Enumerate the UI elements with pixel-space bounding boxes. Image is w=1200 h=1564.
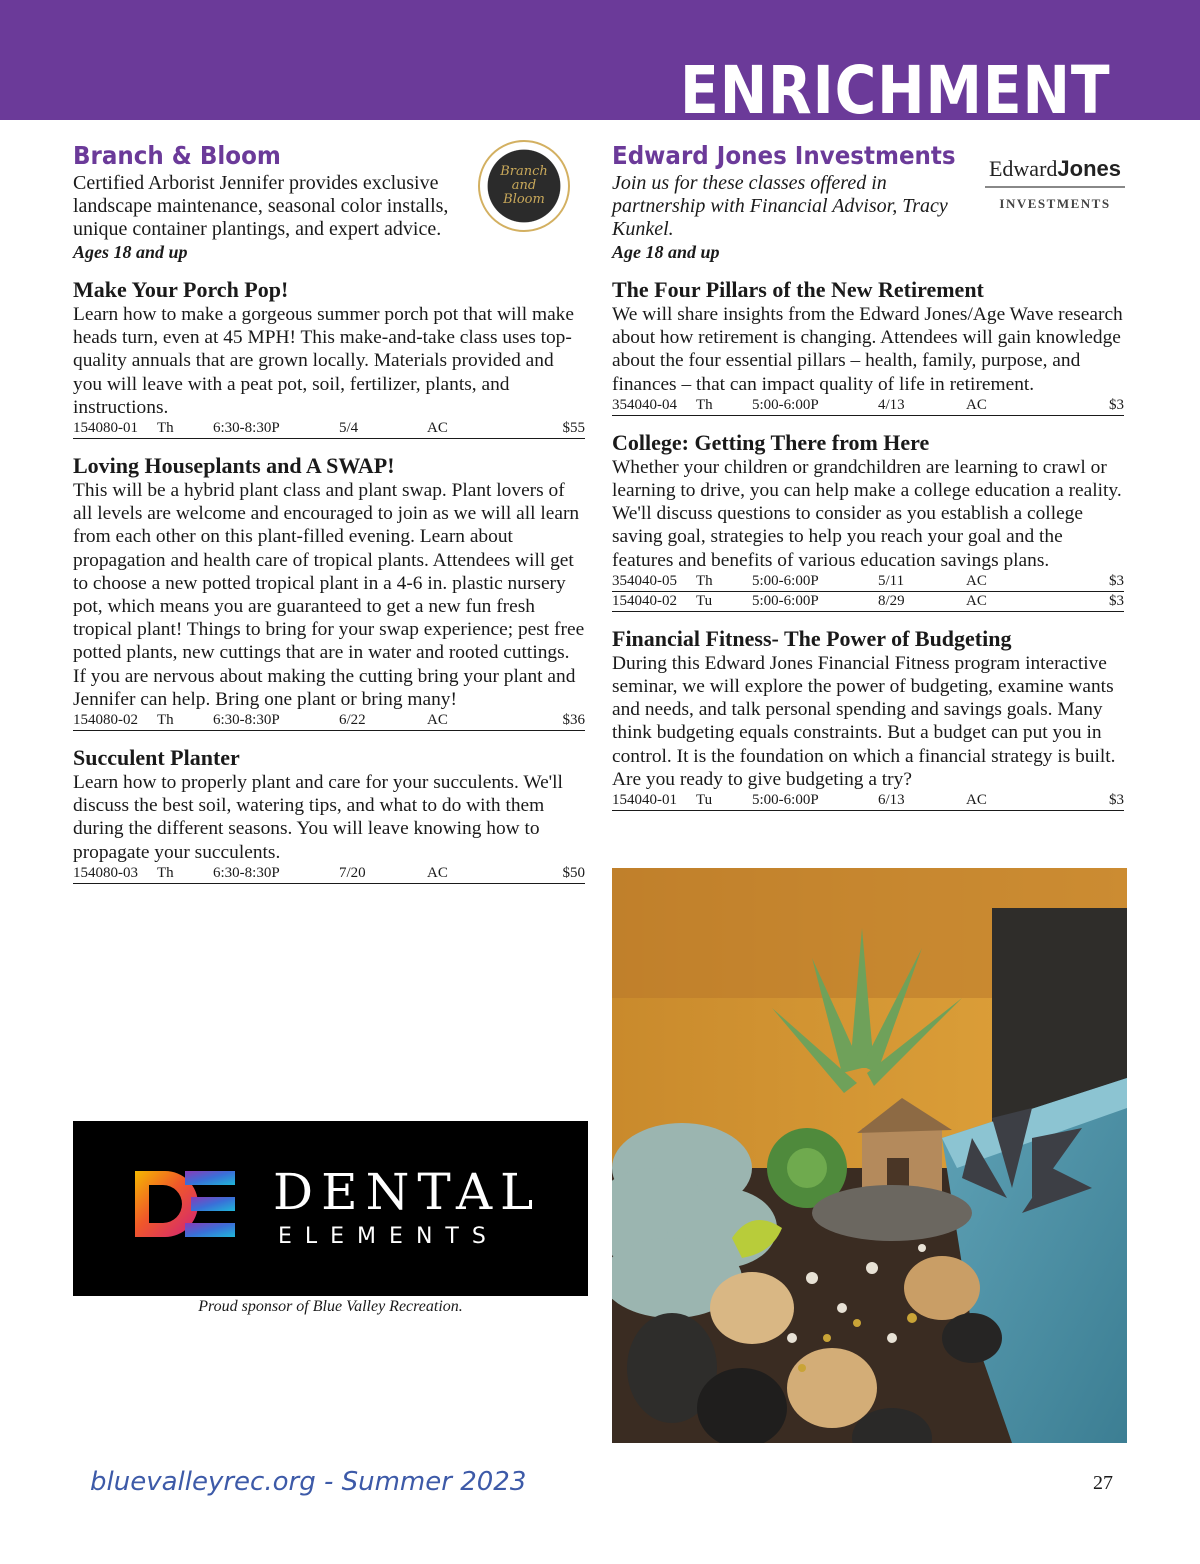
session-row	[612, 791, 1124, 811]
ad-brand-subtitle: ELEMENTS	[278, 1224, 499, 1249]
course-block	[612, 430, 1124, 612]
ad-brand-name: DENTAL	[273, 1163, 542, 1221]
session-code: 354040-04	[612, 396, 677, 413]
session-day: Th	[157, 864, 174, 881]
course-block	[73, 745, 585, 884]
session-fee: $55	[562, 420, 585, 437]
logo-subtitle: INVESTMENTS	[999, 196, 1111, 211]
section-banner	[0, 0, 1200, 129]
org-description: Join us for these classes offered in partnership with Financial Advisor, Tracy Kunkel.	[612, 172, 948, 240]
session-date: 5/4	[339, 420, 359, 437]
course-title: Financial Fitness- The Power of Budgeting	[612, 625, 1012, 651]
course-description: Learn how to make a gorgeous summer porch pot that will make heads turn, even at 45 MPH! This make-and-take class uses top-quality annuals that are grown locally. Materials provided and you will leave with a peat pot, soil, fertilizer, plants, and instructions.	[73, 304, 574, 418]
logo-word: Edward	[988, 156, 1058, 181]
course-description: Learn how to properly plant and care for your succulents. We'll discuss the best soil, watering tips, and what to do with them during the different seasons. You will leave knowing how to propagate your succulents.	[73, 772, 563, 863]
session-row	[612, 592, 1124, 612]
session-date: 7/20	[339, 864, 366, 881]
session-fee: $3	[1109, 792, 1124, 809]
logo-rule	[985, 186, 1125, 188]
session-location: AC	[966, 592, 987, 609]
session-row	[73, 419, 585, 439]
section-title: ENRICHMENT	[679, 52, 1110, 129]
logo-text-line: Bloom	[503, 192, 545, 207]
session-row	[612, 572, 1124, 592]
session-location: AC	[427, 712, 448, 729]
session-row	[73, 711, 585, 731]
session-day: Tu	[696, 592, 713, 609]
session-row	[612, 396, 1124, 416]
course-description: This will be a hybrid plant class and plant swap. Plant lovers of all levels are welcome and encouraged to join as we will all learn from each other on this plant-filled evening. Learn about propagation and health care of tropical plants. Attendees will get to choose a new potted tropical plant in a 4-6 in. plastic nursery pot, which means you are guaranteed to get a new fun fresh tropical plant! Things to bring for your swap experience; pest free potted plants, new cuttings that are in water and rooted cuttings. If you are nervous about making the cutting bring your plant and Jennifer can help. Bring one plant or bring many!	[73, 480, 585, 710]
session-day: Th	[157, 712, 174, 729]
course-description: Whether your children or grandchildren are learning to crawl or learning to drive, you can help make a college education a reality. We'll discuss questions to consider as you establish a college saving goal, strategies to help you reach your goal and the features and benefits of various education savings plans.	[612, 456, 1122, 571]
course-block	[612, 626, 1124, 811]
org-title: Branch & Bloom	[73, 141, 281, 170]
session-date: 5/11	[878, 572, 905, 589]
logo-text-line: Branch	[500, 164, 548, 179]
session-row	[73, 864, 585, 884]
session-time: 6:30-8:30P	[213, 864, 280, 881]
age-requirement: Ages 18 and up	[73, 242, 188, 262]
logo-word: Jones	[1057, 156, 1121, 181]
session-location: AC	[427, 864, 448, 881]
session-location: AC	[966, 396, 987, 413]
dental-elements-mark-icon	[135, 1171, 235, 1237]
page-number: 27	[1093, 1472, 1113, 1494]
course-list	[73, 277, 585, 884]
left-column	[73, 140, 585, 884]
logo-text-line: and	[511, 178, 537, 193]
session-date: 6/22	[339, 712, 366, 729]
session-time: 6:30-8:30P	[213, 712, 280, 729]
session-fee: $3	[1109, 592, 1124, 609]
right-column	[612, 140, 1124, 811]
session-day: Th	[696, 396, 713, 413]
succulent-planter-photo	[612, 868, 1127, 1443]
course-title: Succulent Planter	[73, 745, 240, 771]
course-list	[612, 277, 1124, 811]
org-description: Certified Arborist Jennifer provides exclusive landscape maintenance, seasonal color installs, unique container plantings, and expert advice.	[73, 172, 449, 240]
course-block	[73, 277, 585, 439]
session-code: 354040-05	[612, 572, 677, 589]
session-day: Th	[696, 572, 713, 589]
session-code: 154040-01	[612, 792, 677, 809]
session-fee: $36	[562, 712, 585, 729]
session-day: Tu	[696, 792, 713, 809]
course-block	[73, 453, 585, 731]
course-description: During this Edward Jones Financial Fitness program interactive seminar, we will explore the power of budgeting, examine wants and needs, and talk personal spending and savings goals. Many think budgeting equals constraints. But a budget can put you in control. It is the foundation on which a financial strategy is built. Are you ready to give budgeting a try?	[612, 652, 1116, 790]
course-title: College: Getting There from Here	[612, 429, 930, 455]
session-code: 154080-02	[73, 712, 138, 729]
session-fee: $50	[562, 864, 585, 881]
session-code: 154080-03	[73, 864, 138, 881]
session-date: 6/13	[878, 792, 905, 809]
session-time: 5:00-6:00P	[752, 592, 819, 609]
session-time: 5:00-6:00P	[752, 396, 819, 413]
age-requirement: Age 18 and up	[612, 242, 720, 262]
session-fee: $3	[1109, 396, 1124, 413]
session-day: Th	[157, 420, 174, 437]
session-code: 154040-02	[612, 592, 677, 609]
org-title: Edward Jones Investments	[612, 141, 956, 170]
course-title: Loving Houseplants and A SWAP!	[73, 453, 395, 479]
course-block	[612, 277, 1124, 416]
session-time: 5:00-6:00P	[752, 572, 819, 589]
ad-caption: Proud sponsor of Blue Valley Recreation.	[198, 1298, 463, 1315]
course-title: Make Your Porch Pop!	[73, 277, 289, 302]
session-location: AC	[427, 420, 448, 437]
session-location: AC	[966, 572, 987, 589]
footer-site: bluevalleyrec.org - Summer 2023	[90, 1467, 527, 1497]
session-time: 6:30-8:30P	[213, 420, 280, 437]
session-date: 8/29	[878, 592, 905, 609]
course-description: We will share insights from the Edward Jones/Age Wave research about how retirement is changing. Attendees will gain knowledge about the four essential pillars – health, family, purpose, and finances – that can impact quality of life in retirement.	[612, 304, 1123, 395]
edward-jones-logo	[985, 156, 1125, 212]
course-title: The Four Pillars of the New Retirement	[612, 277, 984, 302]
session-location: AC	[966, 792, 987, 809]
sponsor-ad	[73, 1121, 588, 1296]
session-fee: $3	[1109, 572, 1124, 589]
session-time: 5:00-6:00P	[752, 792, 819, 809]
session-code: 154080-01	[73, 420, 138, 437]
branch-and-bloom-logo	[478, 140, 570, 232]
session-date: 4/13	[878, 396, 905, 413]
